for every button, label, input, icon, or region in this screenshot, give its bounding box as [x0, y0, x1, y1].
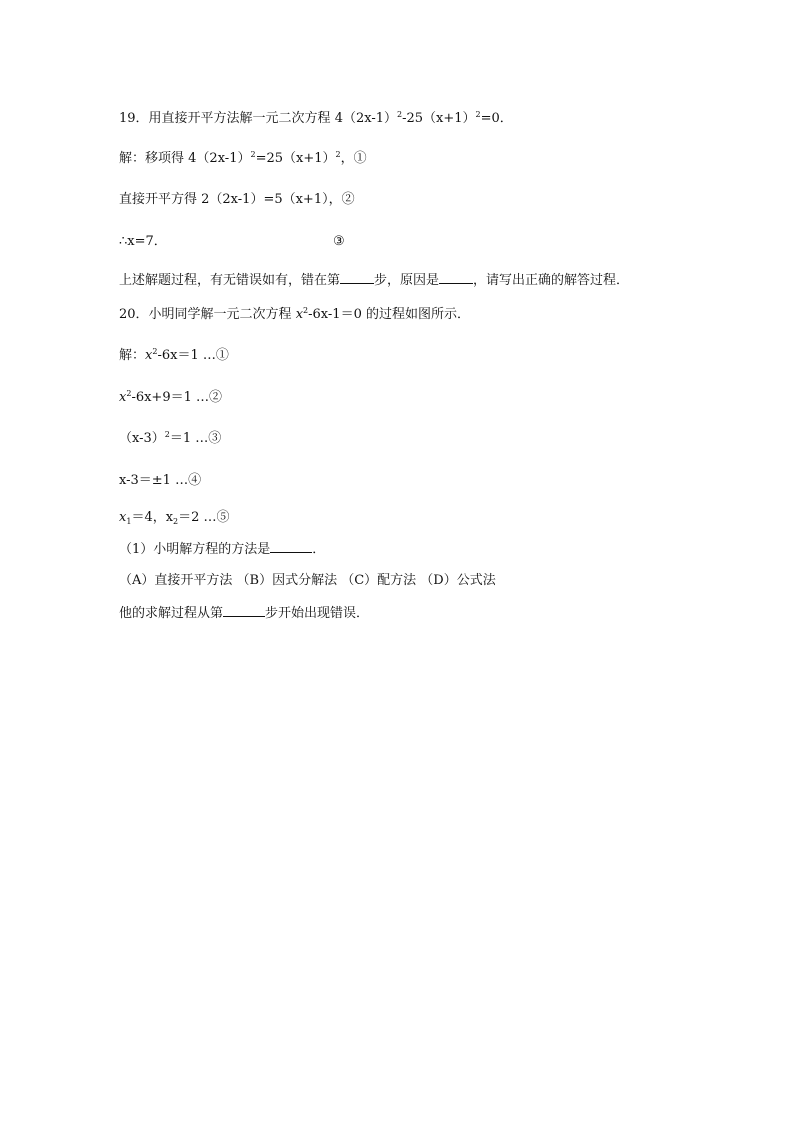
answer-blank-reason[interactable] — [439, 271, 473, 284]
q20-part-2: 他的求解过程从第 步开始出现错误． — [119, 606, 370, 621]
answer-blank-method[interactable] — [270, 540, 312, 553]
q20-stem: 20．小明同学解一元二次方程 $x^2-6x-1=0$ 的过程如图所示． — [119, 306, 470, 322]
answer-blank-error-step[interactable] — [223, 604, 265, 617]
q19-step-1: 解：移项得 $4(2x-1)^2=25(x+1)^2$，① — [119, 150, 367, 166]
answer-blank-step[interactable] — [340, 271, 374, 284]
q20-step-1: 解：$x^2-6x=1$ …① — [119, 347, 229, 363]
q20-step-2: $x^2-6x+9=1$ …② — [119, 389, 222, 405]
q19-question: 上述解题过程，有无错误如有，错在第 步，原因是 ，请写出正确的解答过程． — [119, 273, 630, 288]
q20-part-1: （1）小明解方程的方法是 ． — [119, 542, 326, 557]
step-3-marker: ③ — [333, 234, 345, 249]
q19-step-3: ∴x=7． ③ — [119, 234, 345, 249]
q20-step-3: $(x-3)^2=1$ …③ — [119, 430, 222, 446]
q20-options: （A）直接开平方法 （B）因式分解法 （C）配方法 （D）公式法 — [119, 573, 496, 588]
q20-step-5: $x_1=4$，$x_2=2$ …⑤ — [119, 510, 230, 526]
q19-step-2: 直接开平方得 2（2x-1）=5（x+1），② — [119, 192, 355, 207]
q19-stem: 19．用直接开平方法解一元二次方程 $4(2x-1)^2-25(x+1)^2=0$． — [119, 110, 513, 126]
q20-step-4: x-3＝±1 …④ — [119, 473, 202, 488]
